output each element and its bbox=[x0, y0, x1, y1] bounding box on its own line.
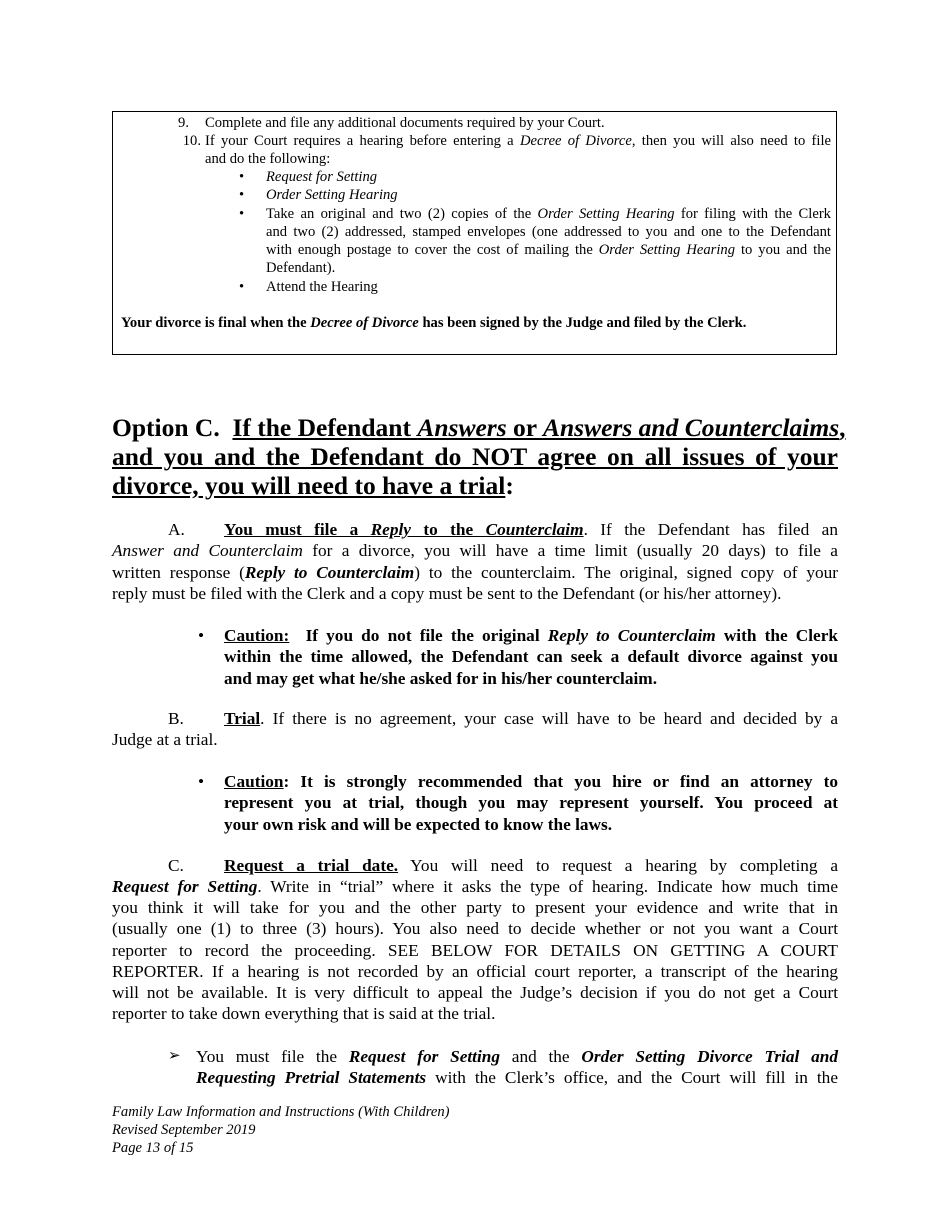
bullet-icon: • bbox=[239, 206, 245, 222]
bullet-icon: • bbox=[198, 626, 205, 645]
section-c-line: will not be available. It is very difficult to appeal the Judge’s decision if you do not get a Court bbox=[112, 983, 838, 1002]
item-text: and do the following: bbox=[205, 151, 331, 167]
caution-block: Caution: If you do not file the original Reply to Counterclaim with the Clerk within the time allowed, the Defendant can seek a default divorce against you and may get what he/she asked for in his/her counterclaim. bbox=[224, 626, 838, 688]
bullet-text: Attend the Hearing bbox=[266, 279, 378, 295]
section-letter: B. bbox=[168, 709, 184, 728]
section-letter: A. bbox=[168, 520, 185, 539]
bullet-icon: • bbox=[239, 187, 245, 203]
final-statement: Your divorce is final when the Decree of Divorce has been signed by the Judge and filed by the Clerk. bbox=[121, 315, 747, 331]
section-a-line: written response (Reply to Counterclaim) to the counterclaim. The original, signed copy of your bbox=[112, 563, 839, 582]
page-footer bbox=[112, 1103, 450, 1157]
section-b-line: Trial. If there is no agreement, your case will have to be heard and decided by a bbox=[224, 709, 838, 728]
section-a-line: Answer and Counterclaim for a divorce, you will have a time limit (usually 20 days) to file a bbox=[112, 541, 838, 560]
caution-block: Caution: It is strongly recommended that you hire or find an attorney to represent you at trial, though you may represent yourself. You proceed at your own risk and will be expected to know the laws. bbox=[224, 772, 838, 834]
bullet-icon: • bbox=[239, 169, 245, 185]
arrow-bullet-icon: ➢ bbox=[168, 1048, 181, 1064]
bullet-text: Request for Setting bbox=[266, 169, 378, 185]
section-c-line: you think it will take for you and the other party to present your evidence and write that in bbox=[112, 898, 838, 917]
instructions-box bbox=[112, 111, 837, 355]
section-b-line: Judge at a trial. bbox=[112, 730, 218, 749]
footer-line: Family Law Information and Instructions (With Children) bbox=[112, 1104, 450, 1120]
section-c-line: Request a trial date. You will need to request a hearing by completing a bbox=[224, 856, 838, 875]
bullet-icon: • bbox=[198, 772, 205, 791]
item-number: 9. bbox=[178, 115, 189, 131]
section-letter: C. bbox=[168, 856, 184, 875]
section-a-line: You must file a Reply to the Counterclaim. If the Defendant has filed an bbox=[224, 520, 838, 539]
footer-line: Revised September 2019 bbox=[112, 1122, 256, 1138]
sub-bullet-text: You must file the Request for Setting and the Order Setting Divorce Trial and Requesting Pretrial Statements with the Clerk’s office, and the Court will fill in the bbox=[196, 1047, 839, 1088]
section-heading: Option C. If the Defendant Answers or Answers and Counterclaims, and you and the Defendant do NOT agree on all issues of your divorce, you will need to have a trial: bbox=[112, 413, 846, 500]
bullet-text: Take an original and two (2) copies of the Order Setting Hearing for filing with the Clerk and two (2) addressed, stamped envelopes (one addressed to you and one to the Defendant with enough postage to cover the cost of mailing the Order Setting Hearing to you and the Defendant). bbox=[266, 206, 831, 276]
item-text: If your Court requires a hearing before entering a Decree of Divorce, then you will also need to file bbox=[205, 133, 831, 149]
page-number: Page 13 of 15 bbox=[112, 1140, 194, 1156]
section-c-line: (usually one (1) to three (3) hours). You also need to decide whether or not you want a Court bbox=[112, 919, 838, 938]
section-c-line: reporter to record the proceeding. SEE BELOW FOR DETAILS ON GETTING A COURT bbox=[112, 941, 838, 960]
section-c-line: Request for Setting. Write in “trial” where it asks the type of hearing. Indicate how much time bbox=[112, 877, 839, 896]
bullet-icon: • bbox=[239, 279, 245, 295]
section-a-line: reply must be filed with the Clerk and a copy must be sent to the Defendant (or his/her attorney). bbox=[112, 584, 782, 603]
item-text: Complete and file any additional documents required by your Court. bbox=[205, 115, 605, 131]
section-c-line: reporter to take down everything that is said at the trial. bbox=[112, 1004, 496, 1023]
section-c-line: REPORTER. If a hearing is not recorded by an official court reporter, a transcript of the hearing bbox=[112, 962, 838, 981]
bullet-text: Order Setting Hearing bbox=[266, 187, 398, 203]
item-number: 10. bbox=[182, 133, 201, 149]
